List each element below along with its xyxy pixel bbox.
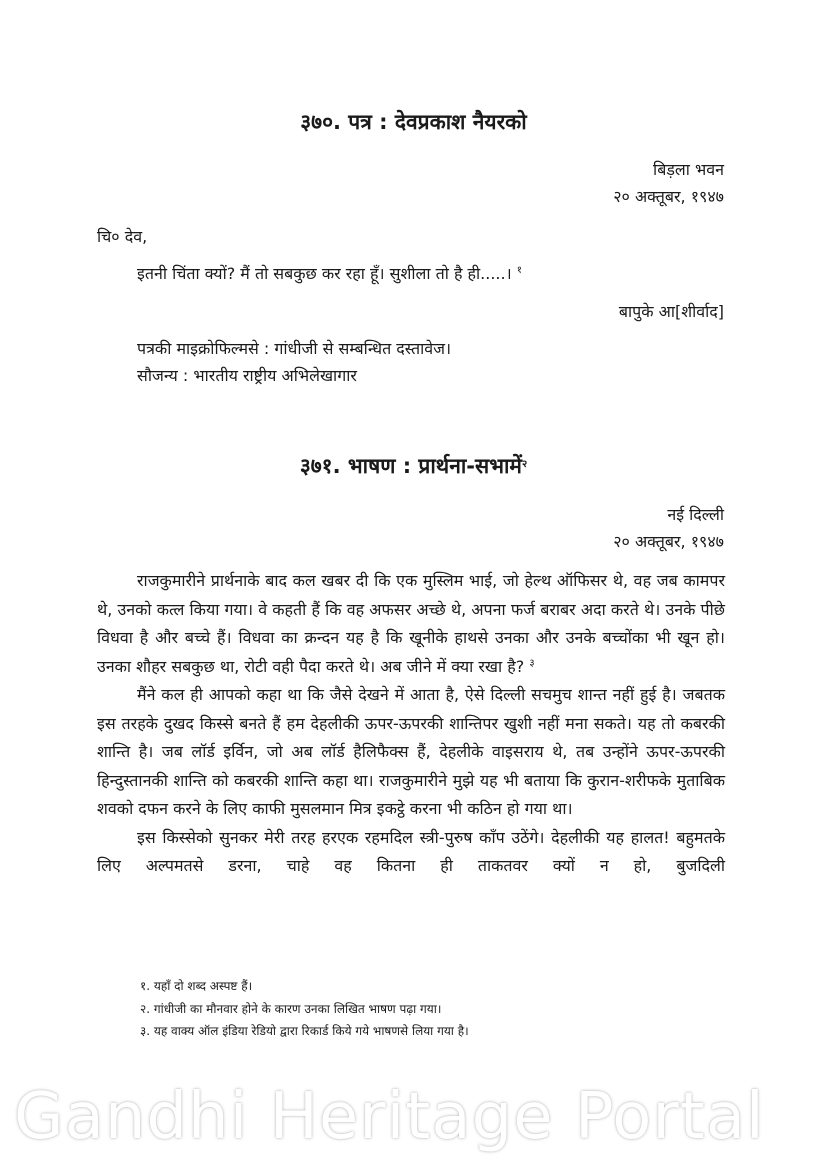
watermark-logo: Gandhi Heritage Portal	[14, 1080, 765, 1154]
letter-body	[137, 262, 522, 284]
letter-signature: बापुके आ[शीर्वाद]	[618, 302, 724, 321]
footnote-2: २. गांधीजी का मौनवार होने के कारण उनका लिखित भाषण पढ़ा गया।	[140, 1002, 442, 1016]
speech-paragraph-1-text: राजकुमारीने प्रार्थनाके बाद कल खबर दी कि एक मुस्लिम भाई, जो हेल्थ ऑफिसर थे, वह जब कामपर थे, उनको कत्ल किया गया। वे कहती हैं कि वह अफसर अच्छे थे, अपना फर्ज बराबर अदा करते थे। उनके पीछे विधवा है और बच्चे हैं। विधवा का क्रन्दन यह है कि खूनीके हाथसे उनका और उनके बच्चोंका भी खून हो। उनका शौहर सबकुछ था, रोटी वही पैदा करते थे। अब जीने में क्या रखा है?	[97, 571, 725, 676]
footnote-ref-1: १	[516, 265, 522, 276]
section-371-date: २० अक्तूबर, १९४७	[613, 532, 724, 551]
letter-courtesy: सौजन्य : भारतीय राष्ट्रीय अभिलेखागार	[137, 366, 357, 385]
section-371-title-text: ३७१. भाषण : प्रार्थना-सभामें	[299, 454, 522, 478]
section-370-title: ३७०. पत्र : देवप्रकाश नैयरको	[300, 110, 527, 134]
footnote-ref-2: २	[521, 459, 528, 470]
letter-body-text: इतनी चिंता क्यों? मैं तो सबकुछ कर रहा हूँ। सुशीला तो है ही.....।	[137, 264, 512, 283]
footnote-3: ३. यह वाक्य ऑल इंडिया रेडियो द्वारा रिकार्ड किये गये भाषणसे लिया गया है।	[140, 1024, 469, 1038]
footnote-ref-3: ३	[529, 657, 535, 669]
section-371-place: नई दिल्ली	[667, 505, 724, 524]
speech-paragraph-1	[97, 567, 725, 681]
section-370-date: २० अक्तूबर, १९४७	[613, 187, 724, 206]
speech-paragraph-2: मैंने कल ही आपको कहा था कि जैसे देखने में आता है, ऐसे दिल्ली सचमुच शान्त नहीं हुई है। जबतक इस तरहके दुखद किस्से बनते हैं हम देहलीकी ऊपर-ऊपरकी शान्तिपर खुशी नहीं मना सकते। यह तो कबरकी शान्ति है। जब लॉर्ड इर्विन, जो अब लॉर्ड हैलिफैक्स हैं, देहलीके वाइसराय थे, तब उन्होंने ऊपर-ऊपरकी हिन्दुस्तानकी शान्ति को कबरकी शान्ति कहा था। राजकुमारीने मुझे यह भी बताया कि कुरान-शरीफके मुताबिक शवको दफन करने के लिए काफी मुसलमान मित्र इकट्ठे करना भी कठिन हो गया था।	[97, 685, 725, 818]
speech-body	[97, 567, 725, 881]
section-370-place: बिड़ला भवन	[653, 160, 724, 179]
letter-source: पत्रकी माइक्रोफिल्मसे : गांधीजी से सम्बन्धित दस्तावेज।	[137, 339, 452, 358]
letter-salutation: चि० देव,	[97, 227, 148, 246]
section-371-title	[0, 452, 827, 480]
speech-paragraph-3: इस किस्सेको सुनकर मेरी तरह हरएक रहमदिल स्त्री-पुरुष काँप उठेंगे। देहलीकी यह हालत! बहुमतके लिए अल्पमतसे डरना, चाहे वह कितना ही ताकतवर क्यों न हो, बुजदिली	[97, 827, 725, 875]
footnote-1: १. यहाँ दो शब्द अस्पष्ट हैं।	[140, 979, 253, 993]
